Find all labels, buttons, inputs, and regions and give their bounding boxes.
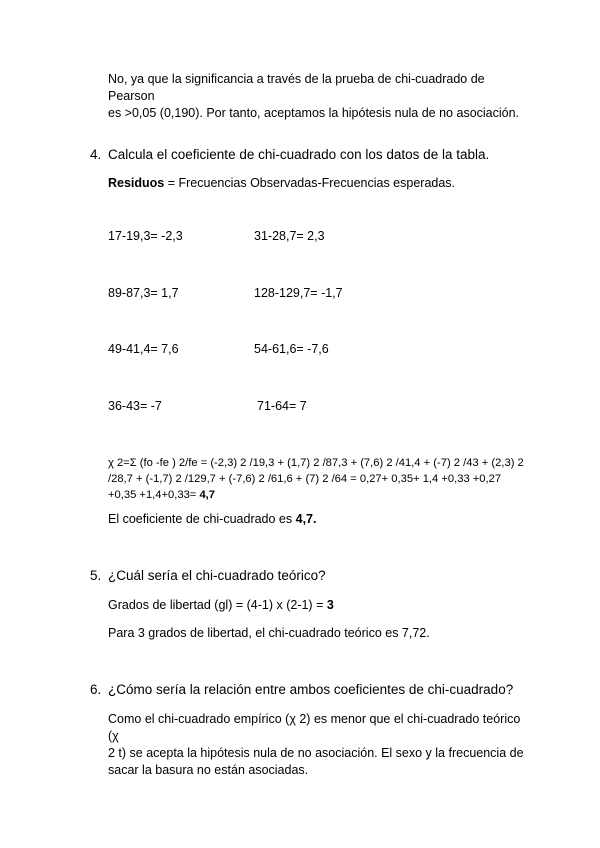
residual-4-left: 36-43= -7 [108, 399, 162, 413]
gl-prefix: Grados de libertad (gl) = (4-1) x (2-1) = [108, 598, 327, 612]
q6-answer-line-1: Como el chi-cuadrado empírico (χ 2) es menor que el chi-cuadrado teórico (χ [108, 712, 521, 743]
question-4 [90, 146, 510, 164]
residual-3-left: 49-41,4= 7,6 [108, 342, 179, 356]
q4-conclusion-prefix: El coeficiente de chi-cuadrado es [108, 512, 296, 526]
residual-1-left: 17-19,3= -2,3 [108, 229, 183, 243]
question-6-text: ¿Cómo sería la relación entre ambos coeficientes de chi-cuadrado? [108, 682, 514, 697]
q6-answer-line-3: sacar la basura no están asociadas. [108, 763, 309, 777]
residuos-definition [108, 175, 528, 192]
residual-2-left: 89-87,3= 1,7 [108, 286, 179, 300]
residuos-def-text: = Frecuencias Observadas-Frecuencias esperadas. [164, 176, 456, 190]
residuos-label: Residuos [108, 176, 165, 190]
formula-line-3-prefix: +0,35 +1,4+0,33= [108, 489, 200, 501]
residual-4-right: 71-64= 7 [257, 399, 307, 413]
residual-1-right: 31-28,7= 2,3 [254, 229, 325, 243]
q6-answer [108, 711, 528, 779]
question-4-text: Calcula el coeficiente de chi-cuadrado con los datos de la tabla. [108, 147, 490, 162]
formula-line-3 [108, 487, 538, 503]
question-5-text: ¿Cuál sería el chi-cuadrado teórico? [108, 568, 326, 583]
question-4-number: 4. [90, 147, 102, 162]
q4-conclusion-value: 4,7. [295, 512, 317, 526]
question-5 [90, 567, 510, 585]
formula-line-1: χ 2=Σ (fo -fe ) 2/fe = (-2,3) 2 /19,3 + (1,7) 2 /87,3 + (7,6) 2 /41,4 + (-7) 2 /43 + (2,3) 2 [108, 457, 524, 469]
chi-square-formula [108, 455, 538, 503]
formula-result: 4,7 [199, 489, 216, 501]
question-6 [90, 681, 530, 699]
chi-cuadrado-teorico: Para 3 grados de libertad, el chi-cuadrado teórico es 7,72. [108, 626, 430, 640]
q6-answer-line-2: 2 t) se acepta la hipótesis nula de no asociación. El sexo y la frecuencia de [108, 746, 524, 760]
q4-conclusion [108, 511, 316, 528]
intro-line-2: es >0,05 (0,190). Por tanto, aceptamos la hipótesis nula de no asociación. [108, 106, 520, 120]
intro-line-1: No, ya que la significancia a través de la prueba de chi-cuadrado de Pearson [108, 72, 485, 103]
question-5-number: 5. [90, 568, 102, 583]
residual-3-right: 54-61,6= -7,6 [254, 342, 329, 356]
grados-libertad [108, 597, 334, 614]
intro-paragraph [108, 71, 528, 122]
residual-2-right: 128-129,7= -1,7 [254, 286, 343, 300]
gl-value: 3 [326, 598, 334, 612]
question-6-number: 6. [90, 682, 102, 697]
formula-line-2: /28,7 + (-1,7) 2 /129,7 + (-7,6) 2 /61,6 + (7) 2 /64 = 0,27+ 0,35+ 1,4 +0,33 +0,27 [108, 473, 502, 485]
